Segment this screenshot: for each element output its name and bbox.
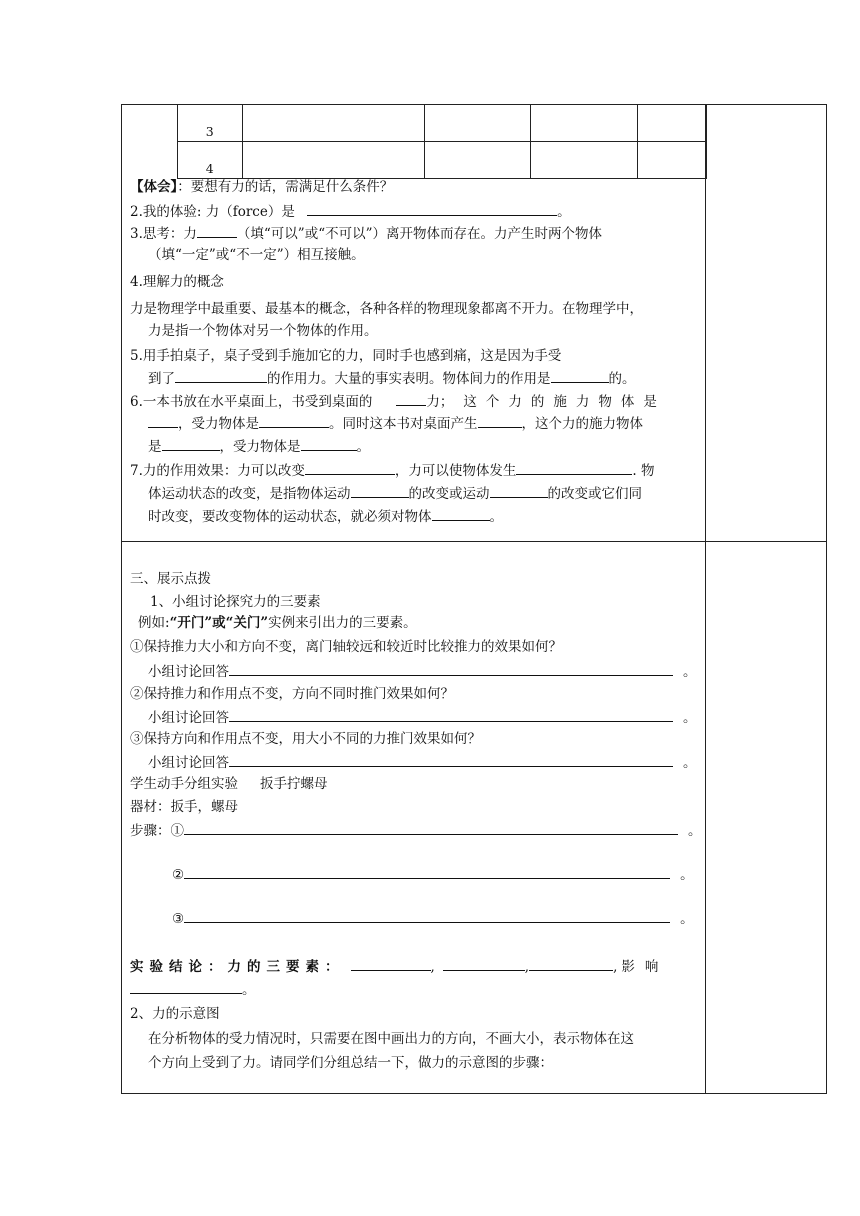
step-blank[interactable] [184,820,678,835]
section-title: 三、展示点拨 [130,571,211,587]
table-row [178,142,707,179]
question-3: ③保持方向和作用点不变，用大小不同的力推门效果如何？ [130,731,481,747]
tihui-text: ：要想有力的话，需满足什么条件？ [177,179,394,195]
blank[interactable] [259,413,329,428]
blank[interactable] [490,483,548,498]
blank[interactable] [351,956,431,971]
blank[interactable] [301,436,357,451]
item-6-cont: ，受力物体是 。同时这本书对桌面产生 ，这个力的施力物体 [148,413,643,434]
item-6-cont2: 是 ，受力物体是 。 [148,436,370,457]
answer-2: 小组讨论回答 。 [148,707,697,728]
equipment-line: 器材：扳手，螺母 [130,799,238,815]
subsection-2: 2、力的示意图 [130,1006,220,1022]
row-number: 3 [178,105,243,142]
item-3-cont: （填“一定”或“不一定”）相互接触。 [148,247,365,263]
blank[interactable] [478,413,522,428]
blank[interactable] [130,979,242,994]
concept-para-1: 力是物理学中最重要、最基本的概念，各种各样的物理现象都离不开力。在物理学中， [130,301,643,317]
question-2: ②保持推力和作用点不变，方向不同时推门效果如何？ [130,686,454,702]
blank[interactable] [307,201,557,216]
blank[interactable] [396,391,426,406]
blank[interactable] [305,460,395,475]
answer-1: 小组讨论回答 。 [148,661,697,682]
item-7-cont2: 时改变，要改变物体的运动状态，就必须对物体 。 [148,506,503,527]
item-3: 3.思考：力 （填“可以”或“不可以”）离开物体而存在。力产生时两个物体 [130,223,602,244]
blank[interactable] [148,413,178,428]
data-table [177,104,707,179]
conclusion-line: 实验结论：力的三要素： , , , 影响 [130,956,668,977]
notes-column-divider [705,104,706,1094]
experiment-line: 学生动手分组实验 扳手拧螺母 [130,776,328,792]
item-6: 6.一本书放在水平桌面上，书受到桌面的 力； 这个力的施力物体是 [130,391,666,412]
blank[interactable] [197,223,237,238]
steps-line-1: 步骤：① 。 [130,820,702,841]
steps-line-3: ③ 。 [172,908,694,929]
row-number: 4 [178,142,243,179]
blank[interactable] [443,956,525,971]
conclusion-line-2: 。 [130,979,256,1000]
tihui-label: 【体会】 [130,179,178,195]
subsection-1: 1、小组讨论探究力的三要素 [150,594,321,610]
example-line: 例如:“开门”或“关门”实例来引出力的三要素。 [138,615,417,631]
item-2: 2.我的体验: 力（force）是 。 [130,201,571,222]
item-7: 7.力的作用效果：力可以改变 ，力可以使物体发生 . 物 [130,460,654,481]
answer-3: 小组讨论回答 。 [148,752,697,773]
blank[interactable] [175,368,267,383]
tihui-line [130,177,393,197]
answer-blank[interactable] [229,707,673,722]
item-5-cont: 到了 的作用力。大量的事实表明。物体间力的作用是 的。 [148,368,636,389]
diagram-para-1: 在分析物体的受力情况时，只需要在图中画出力的方向，不画大小，表示物体在这 [148,1031,634,1047]
blank[interactable] [162,436,220,451]
steps-line-2: ② 。 [172,864,694,885]
blank[interactable] [516,460,632,475]
diagram-para-2: 个方向上受到了力。请同学们分组总结一下，做力的示意图的步骤： [148,1055,553,1071]
concept-para-2: 力是指一个物体对另一个物体的作用。 [148,323,378,339]
step-blank[interactable] [184,908,670,923]
blank[interactable] [432,506,490,521]
blank[interactable] [529,956,613,971]
answer-blank[interactable] [229,661,673,676]
item-4: 4.理解力的概念 [130,274,224,290]
step-blank[interactable] [184,864,670,879]
blank[interactable] [351,483,409,498]
item-7-cont: 体运动状态的改变，是指物体运动 的改变或运动 的改变或它们同 [148,483,642,504]
item-5: 5.用手拍桌子，桌子受到手施加它的力，同时手也感到痛，这是因为手受 [130,348,562,364]
row-divider [121,541,827,542]
answer-blank[interactable] [229,752,673,767]
question-1: ①保持推力大小和方向不变，离门轴较远和较近时比较推力的效果如何？ [130,639,562,655]
blank[interactable] [551,368,609,383]
table-row [178,105,707,142]
